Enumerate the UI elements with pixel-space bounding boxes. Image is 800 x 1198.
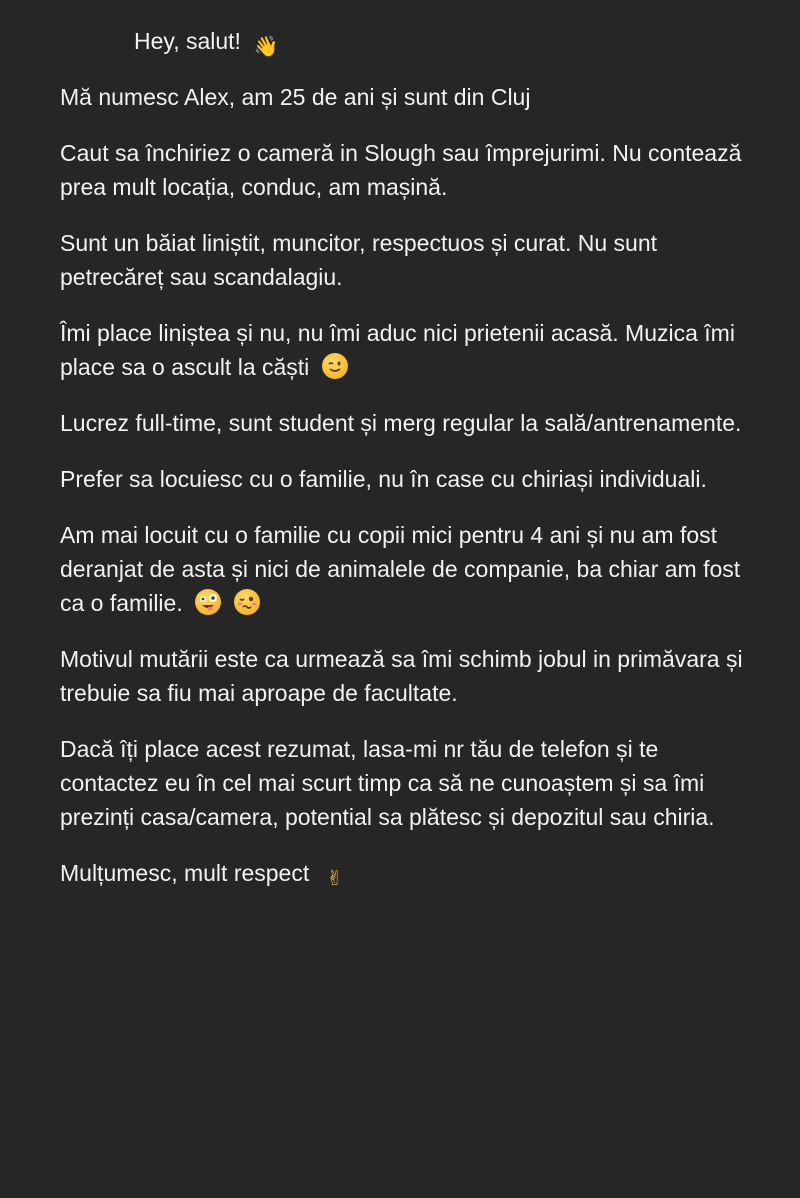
paragraph-thanks-text: Mulțumesc, mult respect xyxy=(60,860,310,886)
woozy-face-icon xyxy=(234,589,260,615)
paragraph-family-preference-text: Prefer sa locuiesc cu o familie, nu în case cu chiriași individuali. xyxy=(60,466,707,492)
paragraph-work xyxy=(60,406,760,440)
paragraph-quiet-text: Îmi place liniștea și nu, nu îmi aduc nici prietenii acasă. Muzica îmi place sa o ascult la căști xyxy=(60,320,735,380)
waving-hand-icon: 👋 xyxy=(253,36,279,58)
paragraph-intro-text: Mă numesc Alex, am 25 de ani și sunt din Cluj xyxy=(60,84,531,110)
paragraph-intro xyxy=(60,80,760,114)
greeting-text: Hey, salut! xyxy=(134,28,241,54)
paragraph-contact-text: Dacă îți place acest rezumat, lasa-mi nr tău de telefon și te contactez eu în cel mai scurt timp ca să ne cunoaștem și sa îmi prezinți casa/camera, potential sa plătesc și depozitul sau chiria. xyxy=(60,736,715,830)
paragraph-past-living xyxy=(60,518,760,620)
paragraph-looking-for-room-text: Caut sa închiriez o cameră in Slough sau împrejurimi. Nu contează prea mult locația, conduc, am mașină. xyxy=(60,140,742,200)
winking-face-icon xyxy=(322,353,348,379)
paragraph-contact xyxy=(60,732,760,834)
paragraph-reason-moving-text: Motivul mutării este ca urmează sa îmi schimb jobul in primăvara și trebuie sa fiu mai aproape de facultate. xyxy=(60,646,743,706)
paragraph-thanks xyxy=(60,856,760,892)
paragraph-personality-text: Sunt un băiat liniștit, muncitor, respectuos și curat. Nu sunt petrecăreț sau scandalagiu. xyxy=(60,230,658,290)
paragraph-reason-moving xyxy=(60,642,760,710)
paragraph-looking-for-room xyxy=(60,136,760,204)
victory-hand-icon: ✌ xyxy=(326,868,344,890)
paragraph-personality xyxy=(60,226,760,294)
zany-face-icon xyxy=(195,589,221,615)
paragraph-work-text: Lucrez full-time, sunt student și merg regular la sală/antrenamente. xyxy=(60,410,742,436)
paragraph-quiet xyxy=(60,316,760,384)
paragraph-family-preference xyxy=(60,462,760,496)
paragraph-past-living-text: Am mai locuit cu o familie cu copii mici pentru 4 ani și nu am fost deranjat de asta și nici de animalele de companie, ba chiar am fost ca o familie. xyxy=(60,522,741,616)
greeting-line xyxy=(134,24,760,58)
